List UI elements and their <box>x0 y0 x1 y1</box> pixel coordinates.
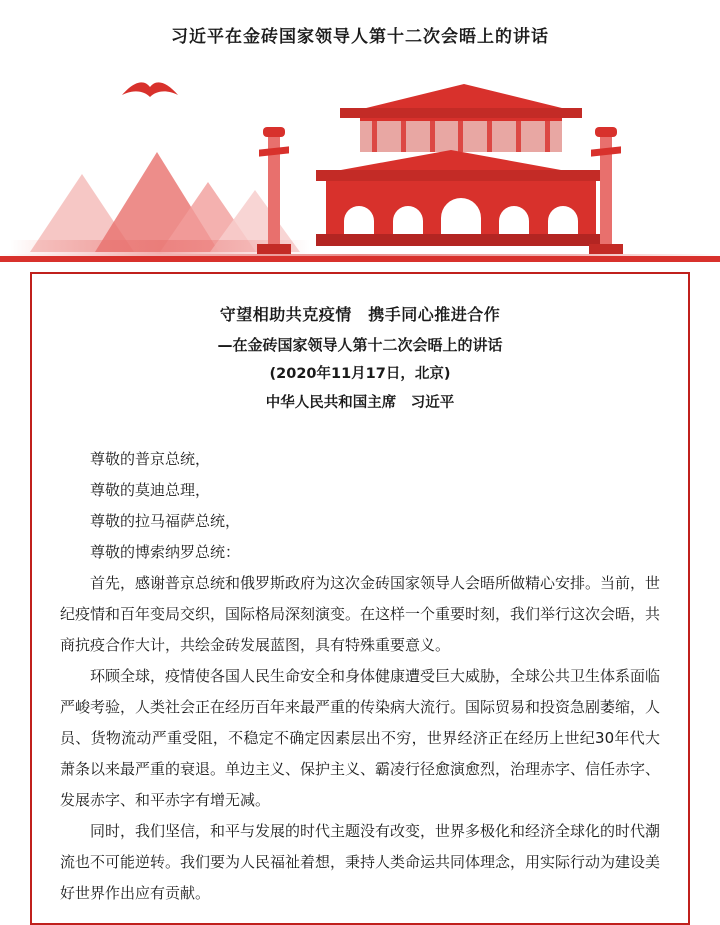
article-date: (2020年11月17日，北京) <box>269 366 451 382</box>
roof-upper <box>358 84 570 110</box>
article-author: 中华人民共和国主席 习近平 <box>265 395 455 411</box>
salutation-block <box>60 444 660 568</box>
gate-plinth <box>316 234 606 246</box>
dove-icon <box>120 75 180 103</box>
huabiao-column-left <box>268 136 280 254</box>
article-title: 守望相助共克疫情 携手同心推进合作 <box>219 305 501 324</box>
huabiao-base-right <box>589 244 623 254</box>
salutation-line: 尊敬的拉马福萨总统， <box>90 512 241 530</box>
roof-lower-eave <box>316 170 606 181</box>
huabiao-column-right <box>600 136 612 254</box>
article-paragraph: 首先，感谢普京总统和俄罗斯政府为这次金砖国家领导人会晤所做精心安排。当前，世纪疫情和百年变局交织，国际格局深刻演变。在这样一个重要时刻，我们举行这次会晤，共商抗疫合作大计，共绘金砖发展蓝图，具有特殊重要意义。 <box>60 574 661 654</box>
roof-lower <box>330 150 572 172</box>
article-subtitle: —在金砖国家领导人第十二次会晤上的讲话 <box>217 336 503 354</box>
huabiao-base-left <box>257 244 291 254</box>
red-divider-band <box>0 256 720 262</box>
salutation-line: 尊敬的普京总统， <box>90 450 211 468</box>
article-paragraph: 同时，我们坚信，和平与发展的时代主题没有改变，世界多极化和经济全球化的时代潮流也不可能逆转。我们要为人民福祉着想，秉持人类命运共同体理念，用实际行动为建设美好世界作出应有贡献。 <box>60 822 661 902</box>
article-card <box>30 272 690 925</box>
article-paragraph: 环顾全球，疫情使各国人民生命安全和身体健康遭受巨大威胁，全球公共卫生体系面临严峻考验，人类社会正在经历百年来最严重的传染病大流行。国际贸易和投资急剧萎缩，人员、货物流动严重受阻，不稳定不确定因素层出不穷，世界经济正在经历上世纪30年代大萧条以来最严重的衰退。单边主义、保护主义、霸凌行径愈演愈烈，治理赤字、信任赤字、发展赤字、和平赤字有增无减。 <box>60 667 661 809</box>
page-title: 习近平在金砖国家领导人第十二次会晤上的讲话 <box>171 27 549 47</box>
gate-upper-columns <box>360 121 562 152</box>
salutation-line: 尊敬的莫迪总理， <box>90 481 211 499</box>
salutation-line: 尊敬的博索纳罗总统： <box>90 543 241 561</box>
tiananmen-gate <box>300 84 620 254</box>
hero-illustration <box>0 57 720 262</box>
roof-upper-eave <box>340 108 582 118</box>
